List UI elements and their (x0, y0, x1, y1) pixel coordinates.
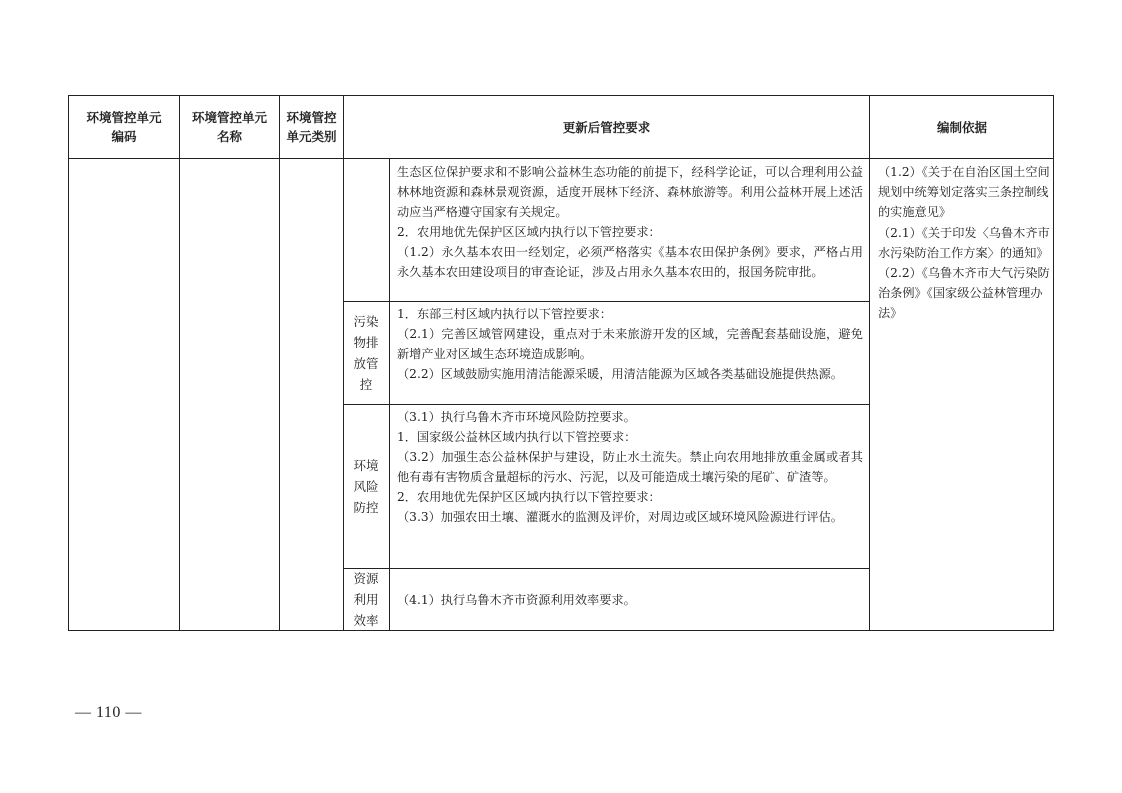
requirements-cell-resource (397, 590, 863, 610)
requirement-line: （3.2）加强生态公益林保护与建设，防止水土流失。禁止向农用地排放重金属或者其他有毒有害物质含量超标的污水、污泥，以及可能造成土壤污染的尾矿、矿渣等。 (397, 450, 863, 484)
basis-item: （2.1）《关于印发〈乌鲁木齐市水污染防治工作方案〉的通知》 (878, 225, 1050, 260)
page-number: — 110 — (75, 704, 142, 721)
requirements-cell-pollution (397, 304, 863, 384)
row-divider (343, 568, 869, 569)
requirement-line: （2.2）区域鼓励实施用清洁能源采暖，用清洁能源为区域各类基础设施提供热源。 (397, 367, 843, 381)
requirement-line: 2．农用地优先保护区区域内执行以下管控要求： (397, 490, 661, 504)
basis-item: （1.2）《关于在自治区国土空间规划中统筹划定落实三条控制线的实施意见》 (878, 165, 1050, 220)
basis-cell (878, 162, 1050, 324)
category-cell-pollution: 污染物排放管控 (353, 314, 379, 392)
category-cell-risk: 环境风险防控 (353, 458, 379, 515)
header-unit-code: 环境管控单元编码 (86, 110, 162, 144)
header-updated-requirements: 更新后管控要求 (562, 119, 651, 135)
control-requirements-table (68, 95, 1054, 631)
requirement-line: （1.2）永久基本农田一经划定，必须严格落实《基本农田保护条例》要求，严格占用永久基本农田建设项目的审查论证，涉及占用永久基本农田的，报国务院审批。 (397, 245, 863, 279)
requirement-line: （3.3）加强农田土壤、灌溉水的监测及评价，对周边或区域环境风险源进行评估。 (397, 510, 843, 524)
requirement-line: （3.1）执行乌鲁木齐市环境风险防控要求。 (397, 410, 636, 424)
requirement-line: （4.1）执行乌鲁木齐市资源利用效率要求。 (397, 593, 636, 607)
header-basis: 编制依据 (936, 119, 987, 135)
column-divider (279, 96, 280, 630)
requirement-line: 2．农用地优先保护区区域内执行以下管控要求： (397, 225, 661, 239)
requirement-line: 1．国家级公益林区域内执行以下管控要求： (397, 430, 637, 444)
column-divider (179, 96, 180, 630)
header-unit-category: 环境管控单元类别 (286, 110, 337, 144)
requirement-line: （2.1）完善区域管网建设，重点对于未来旅游开发的区域，完善配套基础设施，避免新增产业对区域生态环境造成影响。 (397, 327, 863, 361)
row-divider (343, 301, 869, 302)
row-divider (343, 404, 869, 405)
requirement-line: 生态区位保护要求和不影响公益林生态功能的前提下，经科学论证，可以合理利用公益林林地资源和森林景观资源，适度开展林下经济、森林旅游等。利用公益林开展上述活动应当严格遵守国家有关规定。 (397, 165, 863, 219)
column-divider (869, 96, 870, 630)
column-divider (389, 158, 390, 630)
requirements-cell-spatial (397, 162, 863, 282)
header-divider (69, 158, 1053, 159)
requirement-line: 1．东部三村区域内执行以下管控要求： (397, 307, 612, 321)
requirements-cell-risk (397, 407, 863, 527)
category-cell-resource: 资源利用效率 (353, 571, 379, 628)
header-unit-name: 环境管控单元名称 (191, 110, 267, 144)
basis-item: （2.2）《乌鲁木齐市大气污染防治条例》《国家级公益林管理办法》 (878, 266, 1050, 321)
